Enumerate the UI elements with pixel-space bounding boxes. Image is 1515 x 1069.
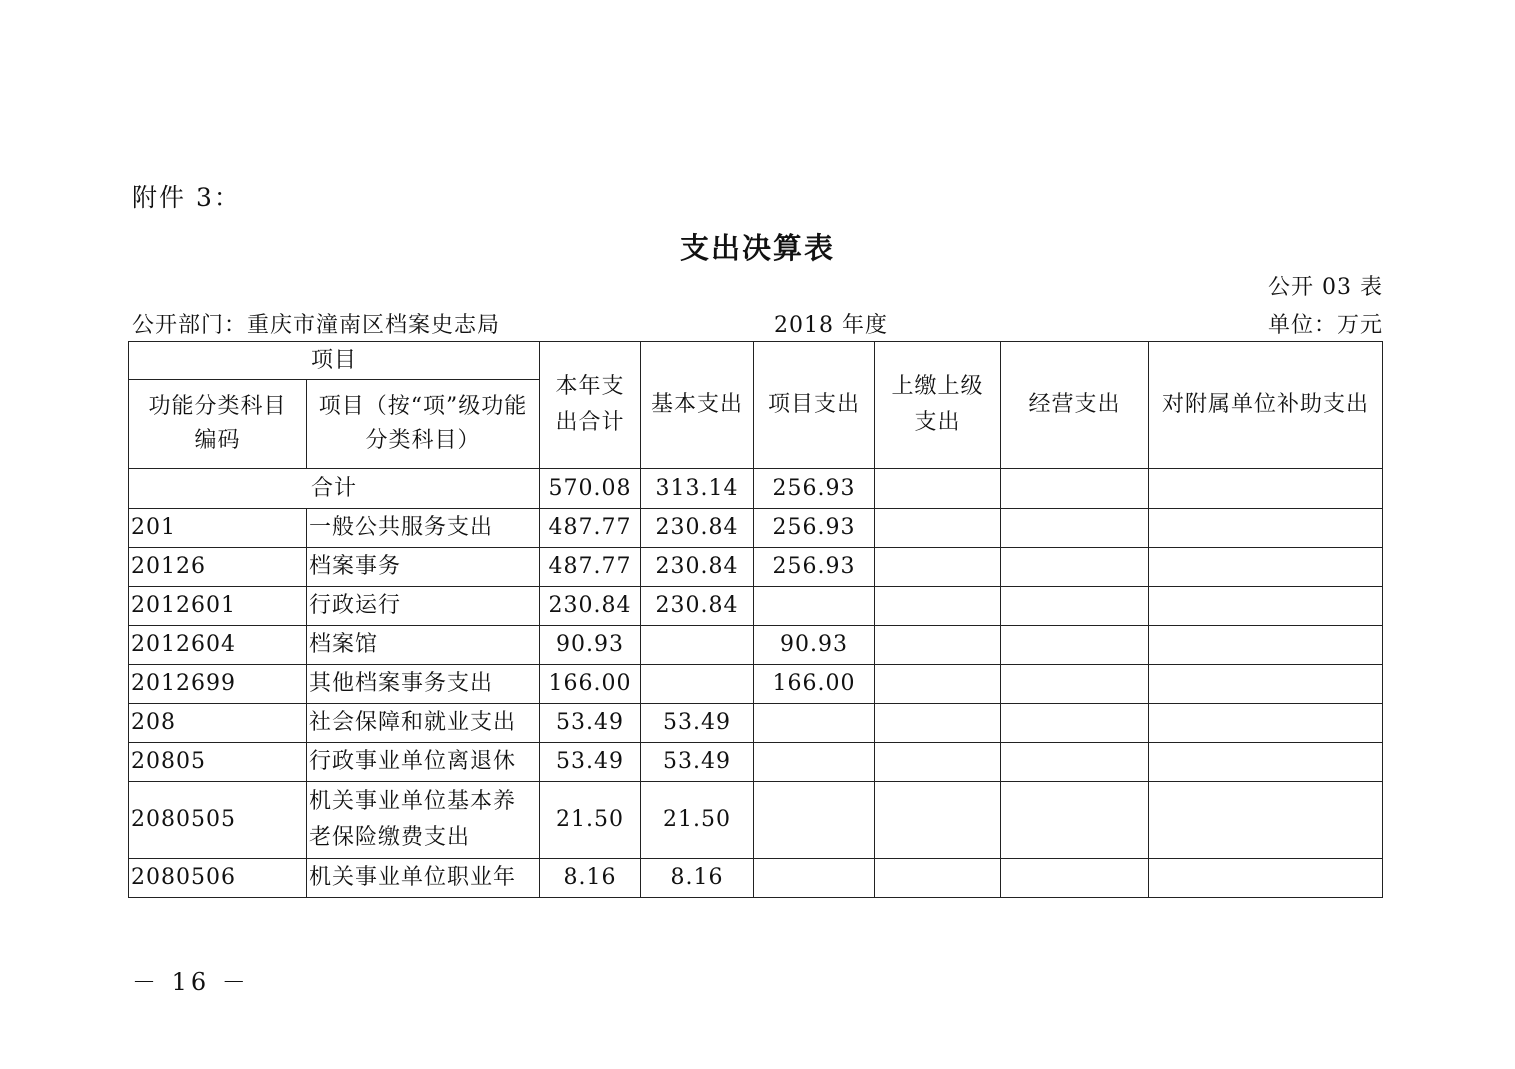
row-upper [875, 509, 1001, 548]
row-subsidy [1149, 626, 1383, 665]
table-row [129, 509, 1383, 548]
row-basic [641, 665, 754, 704]
row-total: 487.77 [540, 548, 641, 587]
row-subsidy [1149, 548, 1383, 587]
row-total: 230.84 [540, 587, 641, 626]
page-number: － 16 － [132, 968, 250, 996]
row-basic: 230.84 [641, 587, 754, 626]
row-name: 档案事务 [307, 548, 540, 587]
row-basic [641, 626, 754, 665]
row-total: 21.50 [540, 782, 641, 859]
total-cell-basic: 313.14 [641, 469, 754, 509]
row-subsidy [1149, 704, 1383, 743]
row-subsidy [1149, 587, 1383, 626]
form-number: 公开 03 表 [1268, 275, 1383, 300]
total-cell-business [1001, 469, 1149, 509]
row-business [1001, 782, 1149, 859]
row-subsidy [1149, 509, 1383, 548]
row-business [1001, 665, 1149, 704]
header-upper-text: 上缴上级支出 [891, 374, 984, 435]
row-project: 166.00 [754, 665, 875, 704]
total-cell-upper [875, 469, 1001, 509]
row-business [1001, 626, 1149, 665]
header-item-name-text: 项目（按“项”级功能分类科目） [318, 394, 528, 453]
row-name: 一般公共服务支出 [307, 509, 540, 548]
total-label: 合计 [129, 469, 540, 509]
row-total: 53.49 [540, 743, 641, 782]
row-project [754, 587, 875, 626]
row-upper [875, 587, 1001, 626]
row-subsidy [1149, 859, 1383, 898]
expenditure-table [128, 341, 1383, 898]
row-business [1001, 509, 1149, 548]
row-project: 256.93 [754, 548, 875, 587]
total-cell-total: 570.08 [540, 469, 641, 509]
table-row [129, 548, 1383, 587]
attachment-label: 附件 3： [132, 183, 241, 212]
row-name [307, 782, 540, 859]
row-project [754, 782, 875, 859]
total-cell-project: 256.93 [754, 469, 875, 509]
row-code: 20126 [129, 548, 307, 587]
unit-label: 单位：万元 [1267, 313, 1383, 338]
header-total-text: 本年支出合计 [555, 374, 625, 435]
row-upper [875, 665, 1001, 704]
table-row [129, 587, 1383, 626]
row-code: 201 [129, 509, 307, 548]
row-code: 2012604 [129, 626, 307, 665]
year-label: 2018 年度 [774, 313, 888, 338]
table-row [129, 665, 1383, 704]
header-business: 经营支出 [1001, 342, 1149, 469]
row-business [1001, 704, 1149, 743]
row-total: 166.00 [540, 665, 641, 704]
row-project: 90.93 [754, 626, 875, 665]
row-business [1001, 548, 1149, 587]
row-name: 机关事业单位职业年 [307, 859, 540, 898]
row-subsidy [1149, 743, 1383, 782]
row-project [754, 704, 875, 743]
row-upper [875, 782, 1001, 859]
row-code: 2012699 [129, 665, 307, 704]
header-upper [875, 342, 1001, 469]
row-code: 208 [129, 704, 307, 743]
row-basic: 53.49 [641, 704, 754, 743]
row-basic: 21.50 [641, 782, 754, 859]
department-label: 公开部门：重庆市潼南区档案史志局 [132, 313, 501, 338]
header-func-code-text: 功能分类科目编码 [148, 394, 287, 453]
row-name: 其他档案事务支出 [307, 665, 540, 704]
row-name: 行政事业单位离退休 [307, 743, 540, 782]
row-business [1001, 743, 1149, 782]
row-business [1001, 859, 1149, 898]
row-name: 社会保障和就业支出 [307, 704, 540, 743]
header-basic: 基本支出 [641, 342, 754, 469]
row-upper [875, 626, 1001, 665]
header-project: 项目支出 [754, 342, 875, 469]
page-title: 支出决算表 [679, 231, 835, 265]
table-row [129, 743, 1383, 782]
row-upper [875, 548, 1001, 587]
row-business [1001, 587, 1149, 626]
row-project [754, 743, 875, 782]
row-total: 53.49 [540, 704, 641, 743]
row-project: 256.93 [754, 509, 875, 548]
row-basic: 230.84 [641, 509, 754, 548]
row-basic: 8.16 [641, 859, 754, 898]
row-code: 20805 [129, 743, 307, 782]
row-basic: 53.49 [641, 743, 754, 782]
header-total [540, 342, 641, 469]
row-subsidy [1149, 665, 1383, 704]
header-item-name [307, 380, 540, 469]
row-project [754, 859, 875, 898]
row-name: 档案馆 [307, 626, 540, 665]
table-row-total [129, 469, 1383, 509]
row-total: 8.16 [540, 859, 641, 898]
row-name: 行政运行 [307, 587, 540, 626]
table-row [129, 859, 1383, 898]
row-upper [875, 704, 1001, 743]
table-row [129, 626, 1383, 665]
row-total: 487.77 [540, 509, 641, 548]
total-cell-subsidy [1149, 469, 1383, 509]
header-item-group: 项目 [129, 342, 540, 380]
header-func-code [129, 380, 307, 469]
row-name-text: 机关事业单位基本养老保险缴费支出 [309, 789, 517, 850]
row-basic: 230.84 [641, 548, 754, 587]
row-code: 2012601 [129, 587, 307, 626]
table-row [129, 704, 1383, 743]
row-code: 2080506 [129, 859, 307, 898]
table-row [129, 782, 1383, 859]
row-upper [875, 743, 1001, 782]
row-code: 2080505 [129, 782, 307, 859]
row-upper [875, 859, 1001, 898]
row-total: 90.93 [540, 626, 641, 665]
header-subsidy: 对附属单位补助支出 [1149, 342, 1383, 469]
row-subsidy [1149, 782, 1383, 859]
